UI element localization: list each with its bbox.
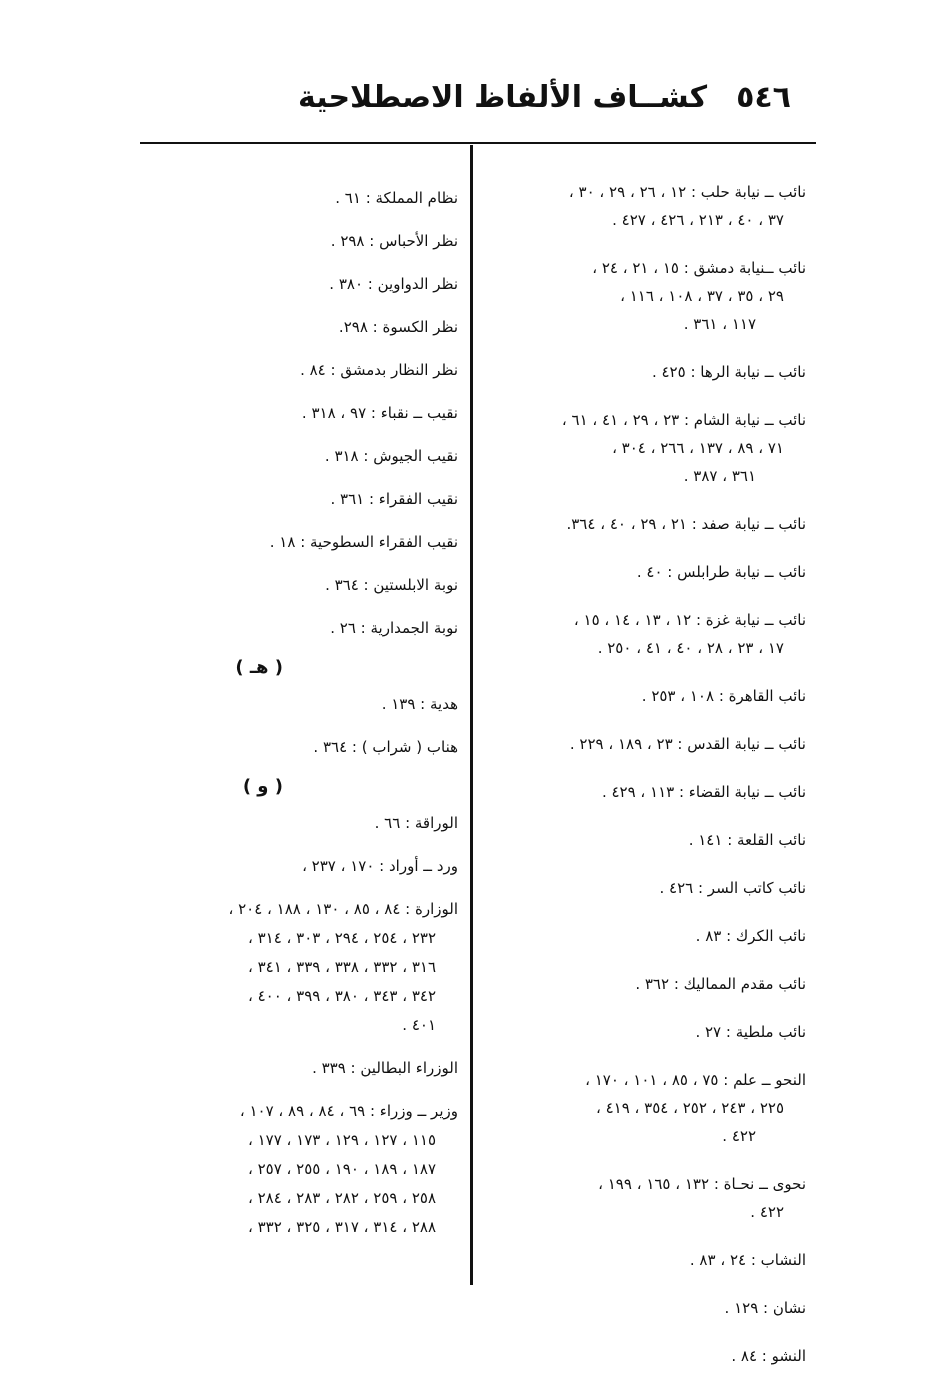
index-entry-term: نحوى ــ نحـاة : ١٣٢ ، ١٦٥ ، ١٩٩ ، <box>598 1175 806 1193</box>
index-entry-continuation: ١١٥ ، ١٢٧ ، ١٢٩ ، ١٧٣ ، ١٧٧ ، <box>247 1131 436 1149</box>
index-entry <box>133 733 458 762</box>
index-entry-continuation: ٤٠١ . <box>402 1016 436 1034</box>
index-entry <box>481 778 806 806</box>
page-header <box>0 70 951 130</box>
index-entry-term: النشاب : ٢٤ ، ٨٣ . <box>689 1251 806 1269</box>
index-entry <box>481 558 806 586</box>
index-entry-continuation: ١٧ ، ٢٣ ، ٢٨ ، ٤٠ ، ٤١ ، ٢٥٠ . <box>597 639 784 657</box>
index-entry-continuation: ٤٢٢ . <box>722 1127 756 1145</box>
column-divider <box>470 145 473 1285</box>
index-entry <box>481 1066 806 1150</box>
index-entry-term: نائب ــ نيابة طرابلس : ٤٠ . <box>636 563 806 581</box>
index-entry-term: نظر الأحباس : ٢٩٨ . <box>330 232 458 250</box>
index-entry <box>133 852 458 881</box>
index-entry <box>133 313 458 342</box>
index-column-left <box>133 184 458 1256</box>
index-entry-term: النحو ــ علم : ٧٥ ، ٨٥ ، ١٠١ ، ١٧٠ ، <box>585 1071 806 1089</box>
index-entry <box>481 510 806 538</box>
index-entry <box>133 809 458 838</box>
index-entry-term: النشو : ٨٤ . <box>731 1347 806 1365</box>
index-entry <box>481 1294 806 1322</box>
index-entry <box>481 358 806 386</box>
index-entry-continuation: ١٨٧ ، ١٨٩ ، ١٩٠ ، ٢٥٥ ، ٢٥٧ ، <box>247 1160 436 1178</box>
index-entry-term: نظر الدواوين : ٣٨٠ . <box>329 275 458 293</box>
index-entry-term: الوزراء البطالين : ٣٣٩ . <box>312 1059 458 1077</box>
index-entry <box>133 614 458 643</box>
index-entry-term: وزير ــ وزراء : ٦٩ ، ٨٤ ، ٨٩ ، ١٠٧ ، <box>239 1102 458 1120</box>
index-entry <box>133 1097 458 1242</box>
index-entry-term: نائب ــ نيابة الشام : ٢٣ ، ٢٩ ، ٤١ ، ٦١ ، <box>561 411 806 429</box>
index-entry <box>133 571 458 600</box>
index-entry <box>133 485 458 514</box>
index-entry <box>481 970 806 998</box>
index-entry-term: نائب الكرك : ٨٣ . <box>695 927 806 945</box>
index-entry <box>133 270 458 299</box>
index-entry-term: نائب ــنيابة دمشق : ١٥ ، ٢١ ، ٢٤ ، <box>592 259 806 277</box>
index-entry <box>133 528 458 557</box>
index-entry <box>481 178 806 234</box>
index-entry-continuation: ٢٥٨ ، ٢٥٩ ، ٢٨٢ ، ٢٨٣ ، ٢٨٤ ، <box>247 1189 436 1207</box>
index-entry-term: نائب ــ نيابة القضاء : ١١٣ ، ٤٢٩ . <box>601 783 806 801</box>
index-entry-continuation: ١١٧ ، ٣٦١ . <box>683 315 756 333</box>
index-entry-continuation: ٤٢٢ . <box>750 1203 784 1221</box>
index-entry <box>133 399 458 428</box>
index-entry <box>481 874 806 902</box>
index-entry <box>481 682 806 710</box>
index-entry-continuation: ٢٨٨ ، ٣١٤ ، ٣١٧ ، ٣٢٥ ، ٣٣٢ ، <box>247 1218 436 1236</box>
index-entry-continuation: ٣٧ ، ٤٠ ، ٢١٣ ، ٤٢٦ ، ٤٢٧ . <box>612 211 784 229</box>
index-entry <box>481 730 806 758</box>
page-number: ٥٤٦ <box>736 80 791 115</box>
index-entry-term: نقيب الفقراء السطوحية : ١٨ . <box>269 533 458 551</box>
index-entry-term: نائب ــ نيابة الرها : ٤٢٥ . <box>651 363 806 381</box>
index-entry-term: نظر الكسوة : ٢٩٨. <box>338 318 458 336</box>
header-rule <box>140 142 816 144</box>
index-entry <box>481 922 806 950</box>
index-column-right <box>481 178 806 1390</box>
index-entry <box>133 895 458 1040</box>
index-entry-term: نائب كاتب السر : ٤٢٦ . <box>659 879 806 897</box>
index-entry-continuation: ٢٩ ، ٣٥ ، ٣٧ ، ١٠٨ ، ١١٦ ، <box>620 287 784 305</box>
index-entry-continuation: ٣١٦ ، ٣٣٢ ، ٣٣٨ ، ٣٣٩ ، ٣٤١ ، <box>247 958 436 976</box>
index-entry-term: نائب مقدم المماليك : ٣٦٢ . <box>635 975 806 993</box>
index-entry-term: نائب القلعة : ١٤١ . <box>688 831 806 849</box>
index-entry-term: الوراقة : ٦٦ . <box>374 814 458 832</box>
index-entry <box>133 227 458 256</box>
index-entry-term: نائب ملطية : ٢٧ . <box>695 1023 806 1041</box>
index-entry-term: هدية : ١٣٩ . <box>381 695 458 713</box>
index-entry-term: نائب ــ نيابة القدس : ٢٣ ، ١٨٩ ، ٢٢٩ . <box>569 735 806 753</box>
index-entry <box>133 184 458 213</box>
index-entry-term: ورد ــ أوراد : ١٧٠ ، ٢٣٧ ، <box>302 857 458 875</box>
index-entry-term: نقيب الفقراء : ٣٦١ . <box>330 490 458 508</box>
index-entry-term: نائب ــ نيابة حلب : ١٢ ، ٢٦ ، ٢٩ ، ٣٠ ، <box>568 183 806 201</box>
index-entry-term: هناب ( شراب ) : ٣٦٤ . <box>313 738 458 756</box>
index-entry-term: نوبة الجمدارية : ٢٦ . <box>330 619 458 637</box>
index-entry <box>481 1342 806 1370</box>
index-entry-continuation: ٣٤٢ ، ٣٤٣ ، ٣٨٠ ، ٣٩٩ ، ٤٠٠ ، <box>247 987 436 1005</box>
index-entry-term: نظام المملكة : ٦١ . <box>335 189 458 207</box>
index-entry-continuation: ٢٢٥ ، ٢٤٣ ، ٢٥٢ ، ٣٥٤ ، ٤١٩ ، <box>595 1099 784 1117</box>
index-entry-continuation: ٢٣٢ ، ٢٥٤ ، ٢٩٤ ، ٣٠٣ ، ٣١٤ ، <box>247 929 436 947</box>
index-entry-term: نائب ــ نيابة غزة : ١٢ ، ١٣ ، ١٤ ، ١٥ ، <box>573 611 806 629</box>
index-entry-term: نقيب الجيوش : ٣١٨ . <box>324 447 458 465</box>
section-heading: ( و ) <box>242 776 283 797</box>
index-entry <box>481 406 806 490</box>
index-entry <box>133 442 458 471</box>
index-entry-term: نظر النظار بدمشق : ٨٤ . <box>300 361 458 379</box>
index-entry-continuation: ٣٦١ ، ٣٨٧ . <box>683 467 756 485</box>
page-title: كشــاف الألفاظ الاصطلاحية <box>298 80 708 115</box>
index-entry <box>481 1170 806 1226</box>
index-entry <box>133 690 458 719</box>
index-entry <box>133 1054 458 1083</box>
index-entry-term: نائب القاهرة : ١٠٨ ، ٢٥٣ . <box>641 687 806 705</box>
index-entry <box>481 254 806 338</box>
index-entry <box>481 826 806 854</box>
index-entry <box>481 1246 806 1274</box>
index-entry-term: نقيب ــ نقباء : ٩٧ ، ٣١٨ . <box>301 404 458 422</box>
index-entry <box>481 1018 806 1046</box>
index-entry <box>133 356 458 385</box>
index-entry-term: نائب ــ نيابة صفد : ٢١ ، ٢٩ ، ٤٠ ، ٣٦٤. <box>566 515 806 533</box>
section-heading: ( هـ ) <box>235 657 283 678</box>
index-entry-term: الوزارة : ٨٤ ، ٨٥ ، ١٣٠ ، ١٨٨ ، ٢٠٤ ، <box>228 900 458 918</box>
index-entry-continuation: ٧١ ، ٨٩ ، ١٣٧ ، ٢٦٦ ، ٣٠٤ ، <box>612 439 784 457</box>
index-entry-term: نشان : ١٢٩ . <box>724 1299 806 1317</box>
index-entry-term: نوبة الابلستين : ٣٦٤ . <box>325 576 458 594</box>
index-entry <box>481 606 806 662</box>
